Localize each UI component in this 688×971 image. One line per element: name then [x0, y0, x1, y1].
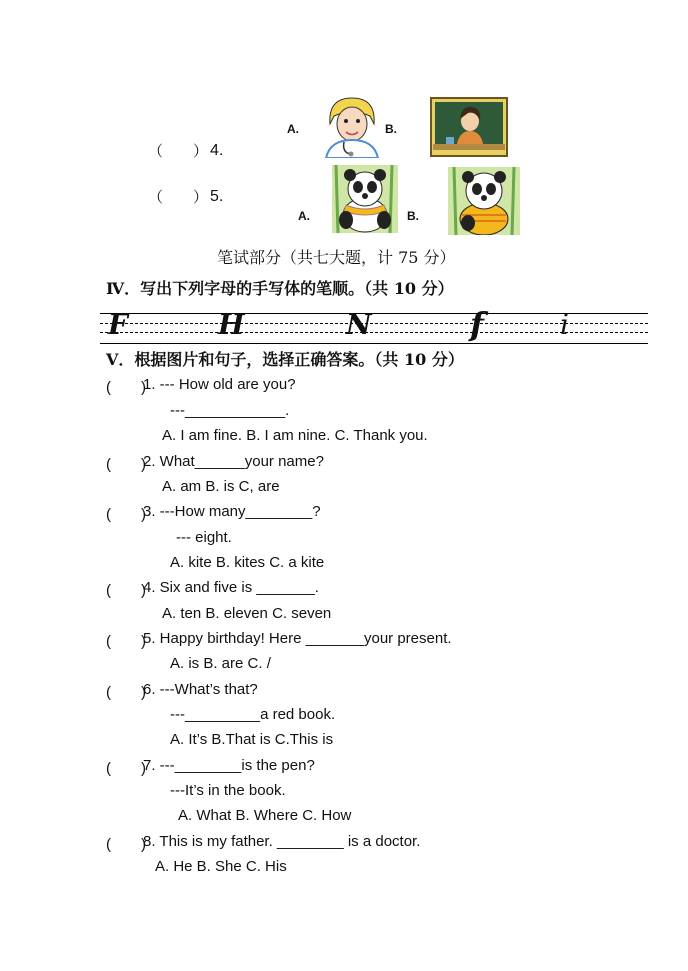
panda-scarf-image [332, 165, 398, 233]
q8-paren: ( ) [106, 836, 146, 853]
handwriting-letter-N: N [346, 308, 372, 341]
handwriting-letter-H: H [218, 308, 245, 341]
teacher-image [430, 97, 508, 157]
q4-paren: （ ） [148, 143, 209, 160]
q3-answer-line: --- eight. [176, 529, 232, 546]
q4-number: 4. [210, 142, 224, 159]
q4-option-b-label: B. [385, 122, 397, 136]
q5-number: 5. [210, 188, 224, 205]
section-5-title: Ⅴ．根据图片和句子，选择正确答案。（共 10 分） [106, 350, 464, 369]
q7-paren: ( ) [106, 760, 146, 777]
handwriting-letter-i: i [560, 308, 569, 341]
q6-answer-line: ---_________a red book. [170, 706, 336, 723]
q3-options: A. kite B. kites C. a kite [170, 554, 325, 571]
q8-options: A. He B. She C. His [155, 858, 287, 875]
q1-options: A. I am fine. B. I am nine. C. Thank you. [162, 427, 428, 444]
q7-stem: 7. ---________is the pen? [143, 757, 315, 774]
q6-options: A. It’s B.That is C.This is [170, 731, 334, 748]
q2-options: A. am B. is C, are [162, 478, 280, 495]
q5-stem: 5. Happy birthday! Here _______your present. [143, 630, 452, 647]
q1-paren: ( ) [106, 379, 146, 396]
q2-stem: 2. What______your name? [143, 453, 324, 470]
q8-stem: 8. This is my father. ________ is a doctor. [143, 833, 421, 850]
q5-options: A. is B. are C. / [170, 655, 271, 672]
q5-paren-v: ( ) [106, 633, 146, 650]
q4-stem: 4. Six and five is _______. [143, 579, 319, 596]
q1-answer-line: ---____________. [170, 402, 290, 419]
panda-sweater-image [448, 167, 520, 235]
q1-stem: 1. --- How old are you? [143, 376, 296, 393]
handwriting-letter-F: F [108, 308, 128, 341]
handwriting-letter-f: f [470, 305, 484, 343]
q7-options: A. What B. Where C. How [178, 807, 352, 824]
q4-paren-v: ( ) [106, 582, 146, 599]
written-part-title: 笔试部分（共七大题，计 75 分） [217, 248, 456, 267]
q4-option-a-label: A. [287, 122, 299, 136]
q4-options: A. ten B. eleven C. seven [162, 605, 332, 622]
q3-stem: 3. ---How many________? [143, 503, 321, 520]
q2-paren: ( ) [106, 456, 146, 473]
q7-answer-line: ---It’s in the book. [170, 782, 286, 799]
q6-paren: ( ) [106, 684, 146, 701]
section-4-title: Ⅳ．写出下列字母的手写体的笔顺。（共 10 分） [106, 279, 454, 298]
q5-option-b-label: B. [407, 209, 419, 223]
q5-option-a-label: A. [298, 209, 310, 223]
q5-paren: （ ） [148, 189, 209, 206]
q3-paren: ( ) [106, 506, 146, 523]
doctor-image [322, 94, 382, 158]
q6-stem: 6. ---What’s that? [143, 681, 258, 698]
handwriting-line-bottom [100, 343, 648, 344]
